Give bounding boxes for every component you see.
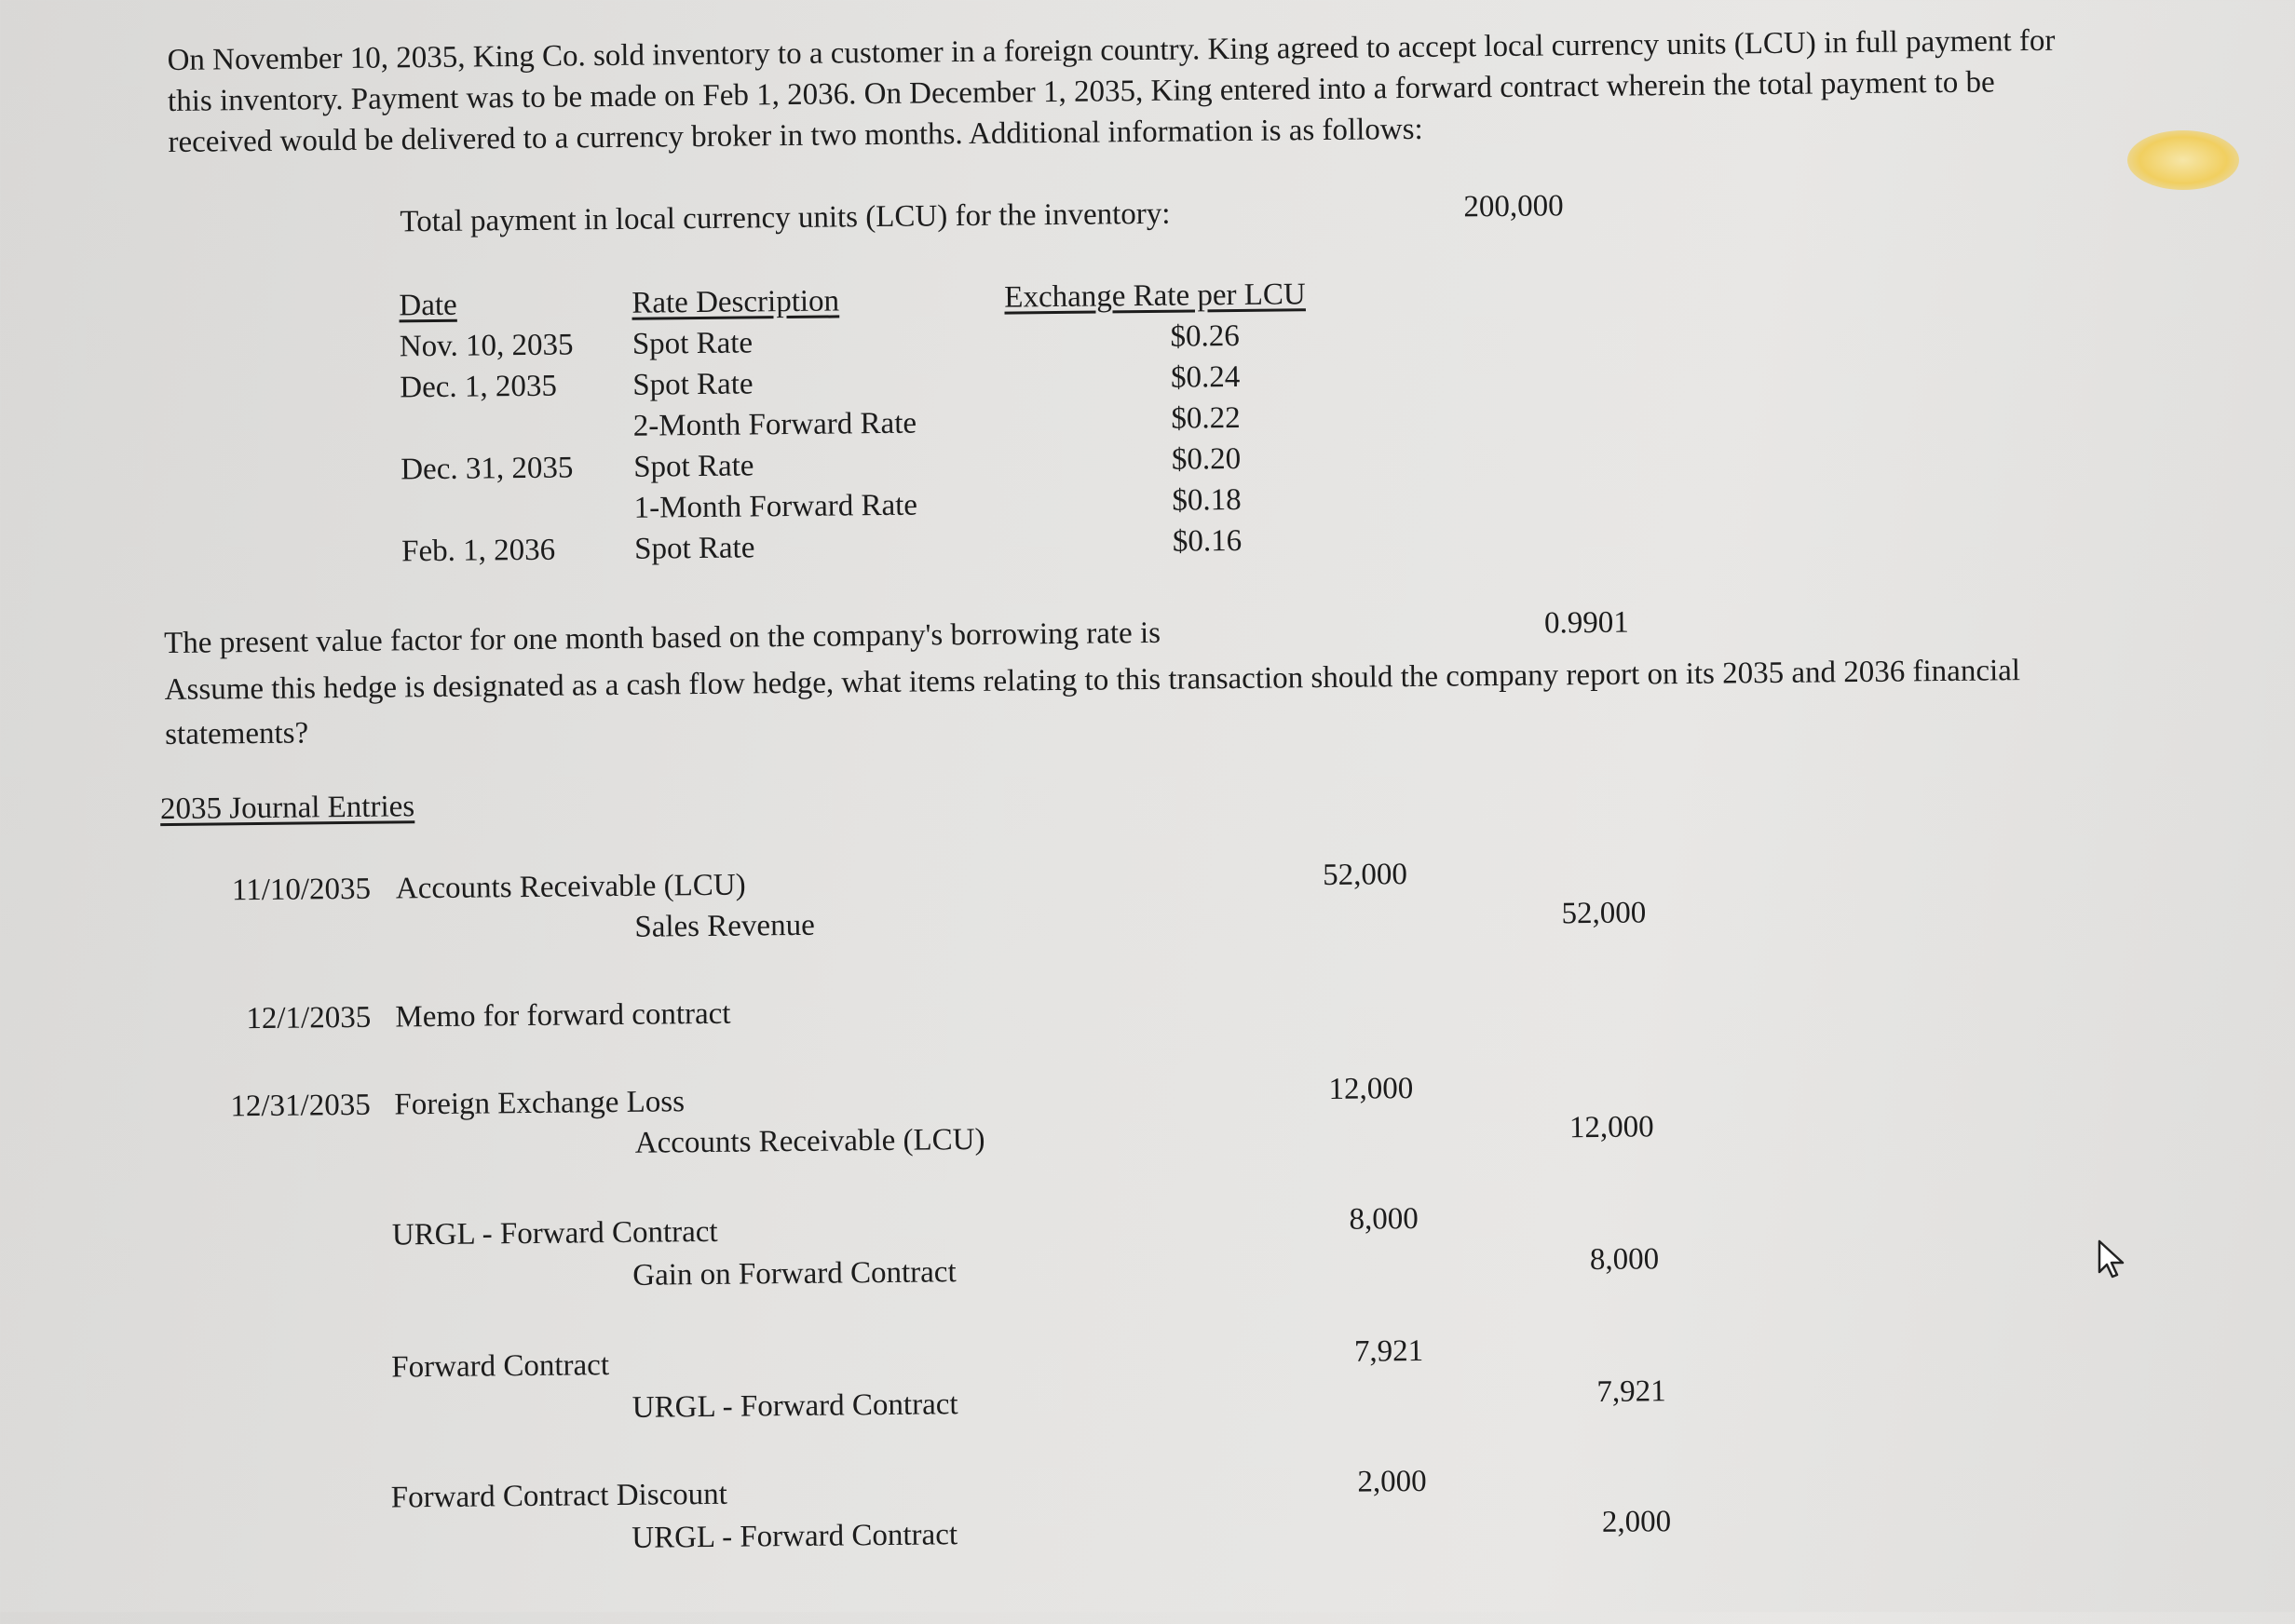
intro-paragraph: On November 10, 2035, King Co. sold inventory to a customer in a foreign country. King agreed to accept local currency units (LCU) in full payment for this inventory. Payment was to be made on Feb 1, 2036. On December 1, 2035, King entered into a forward contract wherein the total payment to be received would be delivered to a currency broker in two months. Additional information is as follows: <box>167 23 2056 159</box>
journal-credit-account: Sales Revenue <box>634 908 815 944</box>
pv-factor-value: 0.9901 <box>1543 605 1629 641</box>
journal-debit-amount: 2,000 <box>1357 1464 1427 1499</box>
rate-row-description: 2-Month Forward Rate <box>632 406 917 443</box>
journal-credit-account: Gain on Forward Contract <box>632 1255 957 1292</box>
total-payment-label: Total payment in local currency units (LCU) for the inventory: <box>400 196 1171 239</box>
journal-debit-account: Accounts Receivable (LCU) <box>395 868 746 906</box>
journal-debit-account: URGL - Forward Contract <box>391 1214 718 1252</box>
journal-credit-amount: 52,000 <box>1561 896 1647 931</box>
rate-row-value: $0.26 <box>1170 318 1240 354</box>
journal-credit-account: Accounts Receivable (LCU) <box>634 1122 985 1160</box>
rate-row-description: Spot Rate <box>632 367 754 402</box>
rate-row-description: Spot Rate <box>631 326 754 361</box>
journal-entry-date: 12/1/2035 <box>246 1000 372 1036</box>
journal-credit-amount: 7,921 <box>1596 1374 1666 1409</box>
journal-debit-amount: 7,921 <box>1353 1333 1424 1369</box>
journal-heading: 2035 Journal Entries <box>159 790 415 827</box>
pv-factor-label: The present value factor for one month based on the company's borrowing rate is <box>163 616 1161 661</box>
journal-credit-amount: 12,000 <box>1568 1110 1654 1145</box>
rate-row-date: Feb. 1, 2036 <box>401 533 556 569</box>
journal-credit-account: URGL - Forward Contract <box>631 1518 958 1555</box>
journal-entry-date: 11/10/2035 <box>231 872 372 908</box>
rate-row-date: Nov. 10, 2035 <box>399 328 574 364</box>
rate-row-value: $0.20 <box>1171 441 1242 477</box>
rate-row-date: Dec. 31, 2035 <box>401 451 574 487</box>
light-glare <box>2127 130 2239 190</box>
journal-credit-amount: 2,000 <box>1601 1505 1672 1539</box>
total-payment-value: 200,000 <box>1463 189 1564 224</box>
rate-row-description: 1-Month Forward Rate <box>633 488 918 525</box>
rate-row-description: Spot Rate <box>633 531 755 566</box>
header-exchange-rate: Exchange Rate per LCU <box>1004 277 1306 315</box>
journal-debit-account: Foreign Exchange Loss <box>394 1085 686 1122</box>
rate-row-value: $0.22 <box>1171 400 1241 436</box>
journal-entry-date: 12/31/2035 <box>230 1088 371 1124</box>
journal-debit-account: Forward Contract <box>391 1348 610 1385</box>
rate-row-value: $0.18 <box>1172 482 1242 518</box>
journal-debit-account: Forward Contract Discount <box>390 1477 728 1515</box>
journal-credit-account: URGL - Forward Contract <box>631 1387 958 1425</box>
journal-debit-amount: 52,000 <box>1322 858 1408 893</box>
journal-debit-amount: 8,000 <box>1349 1201 1419 1237</box>
journal-memo: Memo for forward contract <box>395 996 731 1035</box>
journal-debit-amount: 12,000 <box>1328 1072 1414 1106</box>
journal-credit-amount: 8,000 <box>1589 1242 1660 1278</box>
rate-row-value: $0.24 <box>1170 359 1241 395</box>
question-text: Assume this hedge is designated as a cash flow hedge, what items relating to this transaction should the company report on its 2035 and 2036 financial statements? <box>164 654 2021 752</box>
header-date: Date <box>399 288 457 323</box>
header-rate-description: Rate Description <box>631 284 840 320</box>
mouse-pointer-icon <box>2096 1238 2127 1284</box>
rate-row-value: $0.16 <box>1172 523 1243 559</box>
rate-row-description: Spot Rate <box>633 449 754 484</box>
rate-row-date: Dec. 1, 2035 <box>400 369 558 405</box>
